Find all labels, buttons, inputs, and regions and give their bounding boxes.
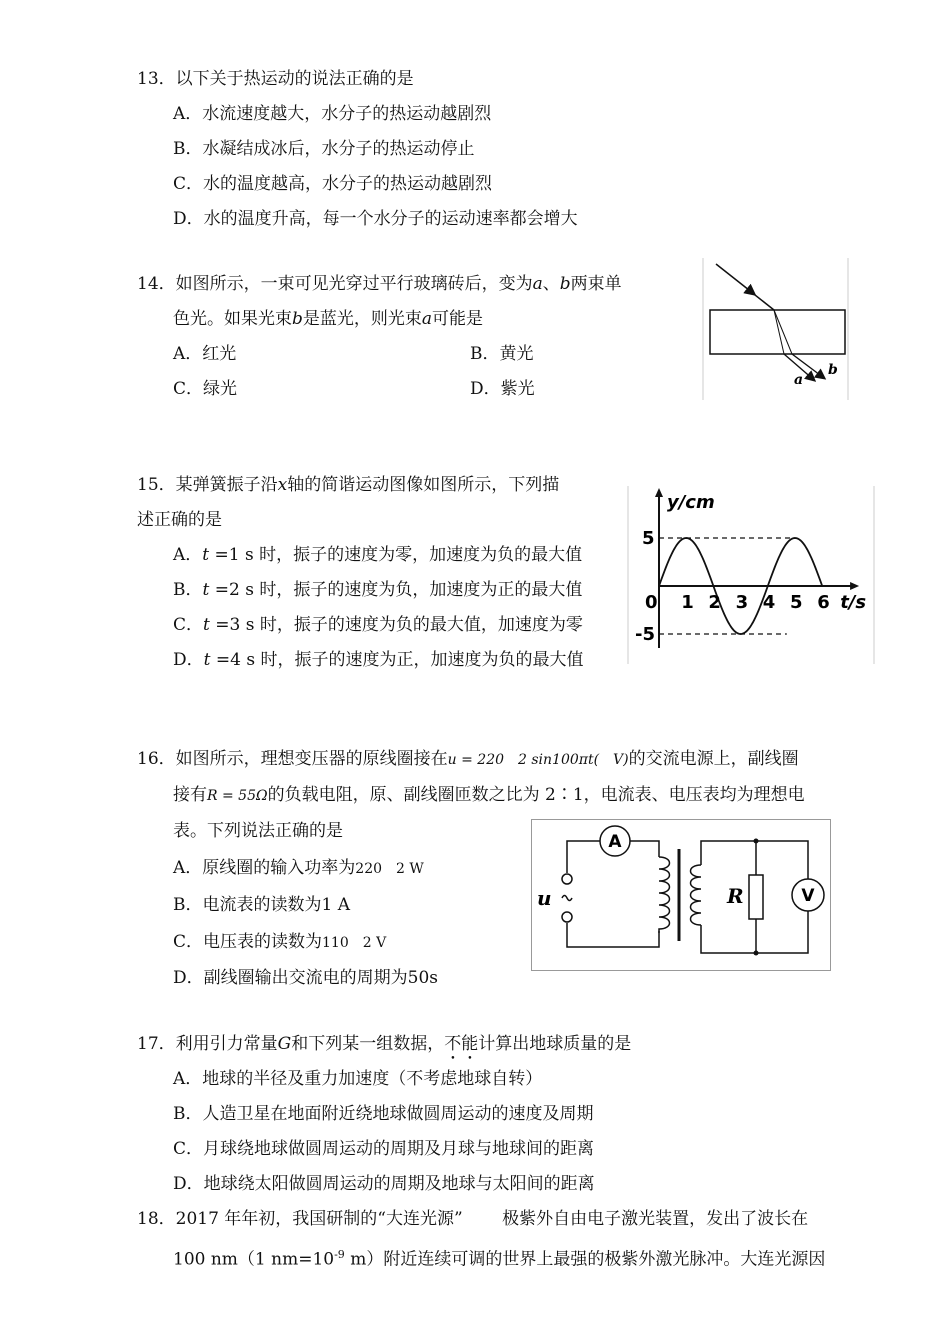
label-a: a (794, 372, 804, 388)
x-tick-label-0: 0 (645, 592, 658, 613)
data-point-2 (713, 585, 715, 587)
resistor-label: R (727, 884, 744, 908)
q15-stem-line1: 15．某弹簧振子沿x轴的简谐运动图像如图所示，下列描 (137, 475, 560, 495)
y-axis-arrow (655, 488, 663, 497)
q14-glass-figure (702, 258, 850, 400)
q16-transformer-circuit (531, 819, 831, 971)
q13-option-b: B．水凝结成冰后，水分子的热运动停止 (173, 139, 475, 159)
q14-option-b: B．黄光 (470, 344, 534, 364)
source-label: u (537, 886, 552, 910)
q15-option-d: D．t =4 s 时，振子的速度为正，加速度为负的最大值 (173, 650, 584, 670)
q16-option-a: A．原线圈的输入功率为220 2 W (173, 858, 424, 878)
data-point-4 (767, 585, 769, 587)
q18-line2: 100 nm（1 $nm=10^{-9}$ m）附近连续可调的世界上最强的极紫外激光脉冲。大连光源因 (173, 1248, 826, 1270)
x-tick-label-1: 1 (681, 592, 694, 613)
q14-option-c: C．绿光 (173, 379, 238, 399)
q15-option-b: B．t =2 s 时，振子的速度为负，加速度为正的最大值 (173, 580, 583, 600)
q17-option-b: B．人造卫星在地面附近绕地球做圆周运动的速度及周期 (173, 1104, 594, 1124)
q14-option-d: D．紫光 (470, 379, 535, 399)
q18-line1: 18．2017 年年初，我国研制的“大连光源” 极紫外自由电子激光装置，发出了波长在 (137, 1209, 809, 1229)
q16-option-b: B．电流表的读数为1 A (173, 895, 350, 915)
q17-option-d: D．地球绕太阳做圆周运动的周期及地球与太阳间的距离 (173, 1174, 595, 1194)
x-tick-label-3: 3 (735, 592, 749, 613)
voltmeter-label: V (801, 886, 815, 906)
q17-stem: 17．利用引力常量G和下列某一组数据，不能计算出地球质量的是 (137, 1034, 632, 1054)
q15-option-c: C．t =3 s 时，振子的速度为负的最大值，加速度为零 (173, 615, 583, 635)
q14-stem-line1: 14．如图所示，一束可见光穿过平行玻璃砖后，变为a、b两束单 (137, 274, 622, 294)
x-axis-arrow (850, 582, 859, 590)
x-tick-label-4: 4 (762, 592, 776, 613)
data-point-6 (821, 585, 823, 587)
incident-ray (716, 264, 754, 294)
data-point-1 (685, 537, 687, 539)
q13-option-d: D．水的温度升高，每一个水分子的运动速率都会增大 (173, 209, 578, 229)
y-tick-label-neg5: -5 (635, 624, 655, 645)
ammeter-label: A (608, 832, 622, 852)
q15-shm-chart (627, 486, 875, 664)
q15-option-a: A．t =1 s 时，振子的速度为零，加速度为负的最大值 (173, 545, 583, 565)
label-b: b (828, 362, 838, 378)
q13-option-c: C．水的温度越高，水分子的热运动越剧烈 (173, 174, 493, 194)
q13-stem: 13．以下关于热运动的说法正确的是 (137, 69, 414, 89)
y-axis-label: y/cm (667, 492, 715, 513)
emphasis-not-able: 不能 (444, 1034, 479, 1054)
x-axis-label: t/s (840, 592, 867, 613)
q16-option-d: D．副线圈输出交流电的周期为50s (173, 968, 438, 988)
y-tick-label-5: 5 (642, 528, 655, 549)
q15-stem-line2: 述正确的是 (137, 510, 222, 530)
data-point-5 (794, 537, 796, 539)
x-tick-label-2: 2 (708, 592, 721, 613)
q17-option-a: A．地球的半径及重力加速度（不考虑地球自转） (173, 1069, 543, 1089)
q14-stem-line2: 色光。如果光束b是蓝光，则光束a可能是 (173, 309, 484, 329)
glass-slab (710, 310, 845, 354)
q16-line2: 接有R = 55Ω的负载电阻，原、副线圈匝数之比为 2∶1，电流表、电压表均为理想电 (173, 785, 805, 805)
formula-u: u = 220 2 sin100πt( V) (447, 752, 629, 768)
q16-line1: 16．如图所示，理想变压器的原线圈接在u = 220 2 sin100πt( V)的交流电源上，副线圈 (137, 749, 799, 769)
formula-r: R = 55Ω (207, 788, 268, 804)
q17-option-c: C．月球绕地球做圆周运动的周期及月球与地球间的距离 (173, 1139, 595, 1159)
q13-option-a: A．水流速度越大，水分子的热运动越剧烈 (173, 104, 492, 124)
data-point-0 (658, 585, 660, 587)
q16-line3: 表。下列说法正确的是 (173, 821, 343, 841)
x-tick-label-6: 6 (817, 592, 830, 613)
q14-option-a: A．红光 (173, 344, 237, 364)
data-point-3 (740, 633, 742, 635)
x-tick-label-5: 5 (790, 592, 803, 613)
q16-option-c: C．电压表的读数为110 2 V (173, 932, 387, 952)
